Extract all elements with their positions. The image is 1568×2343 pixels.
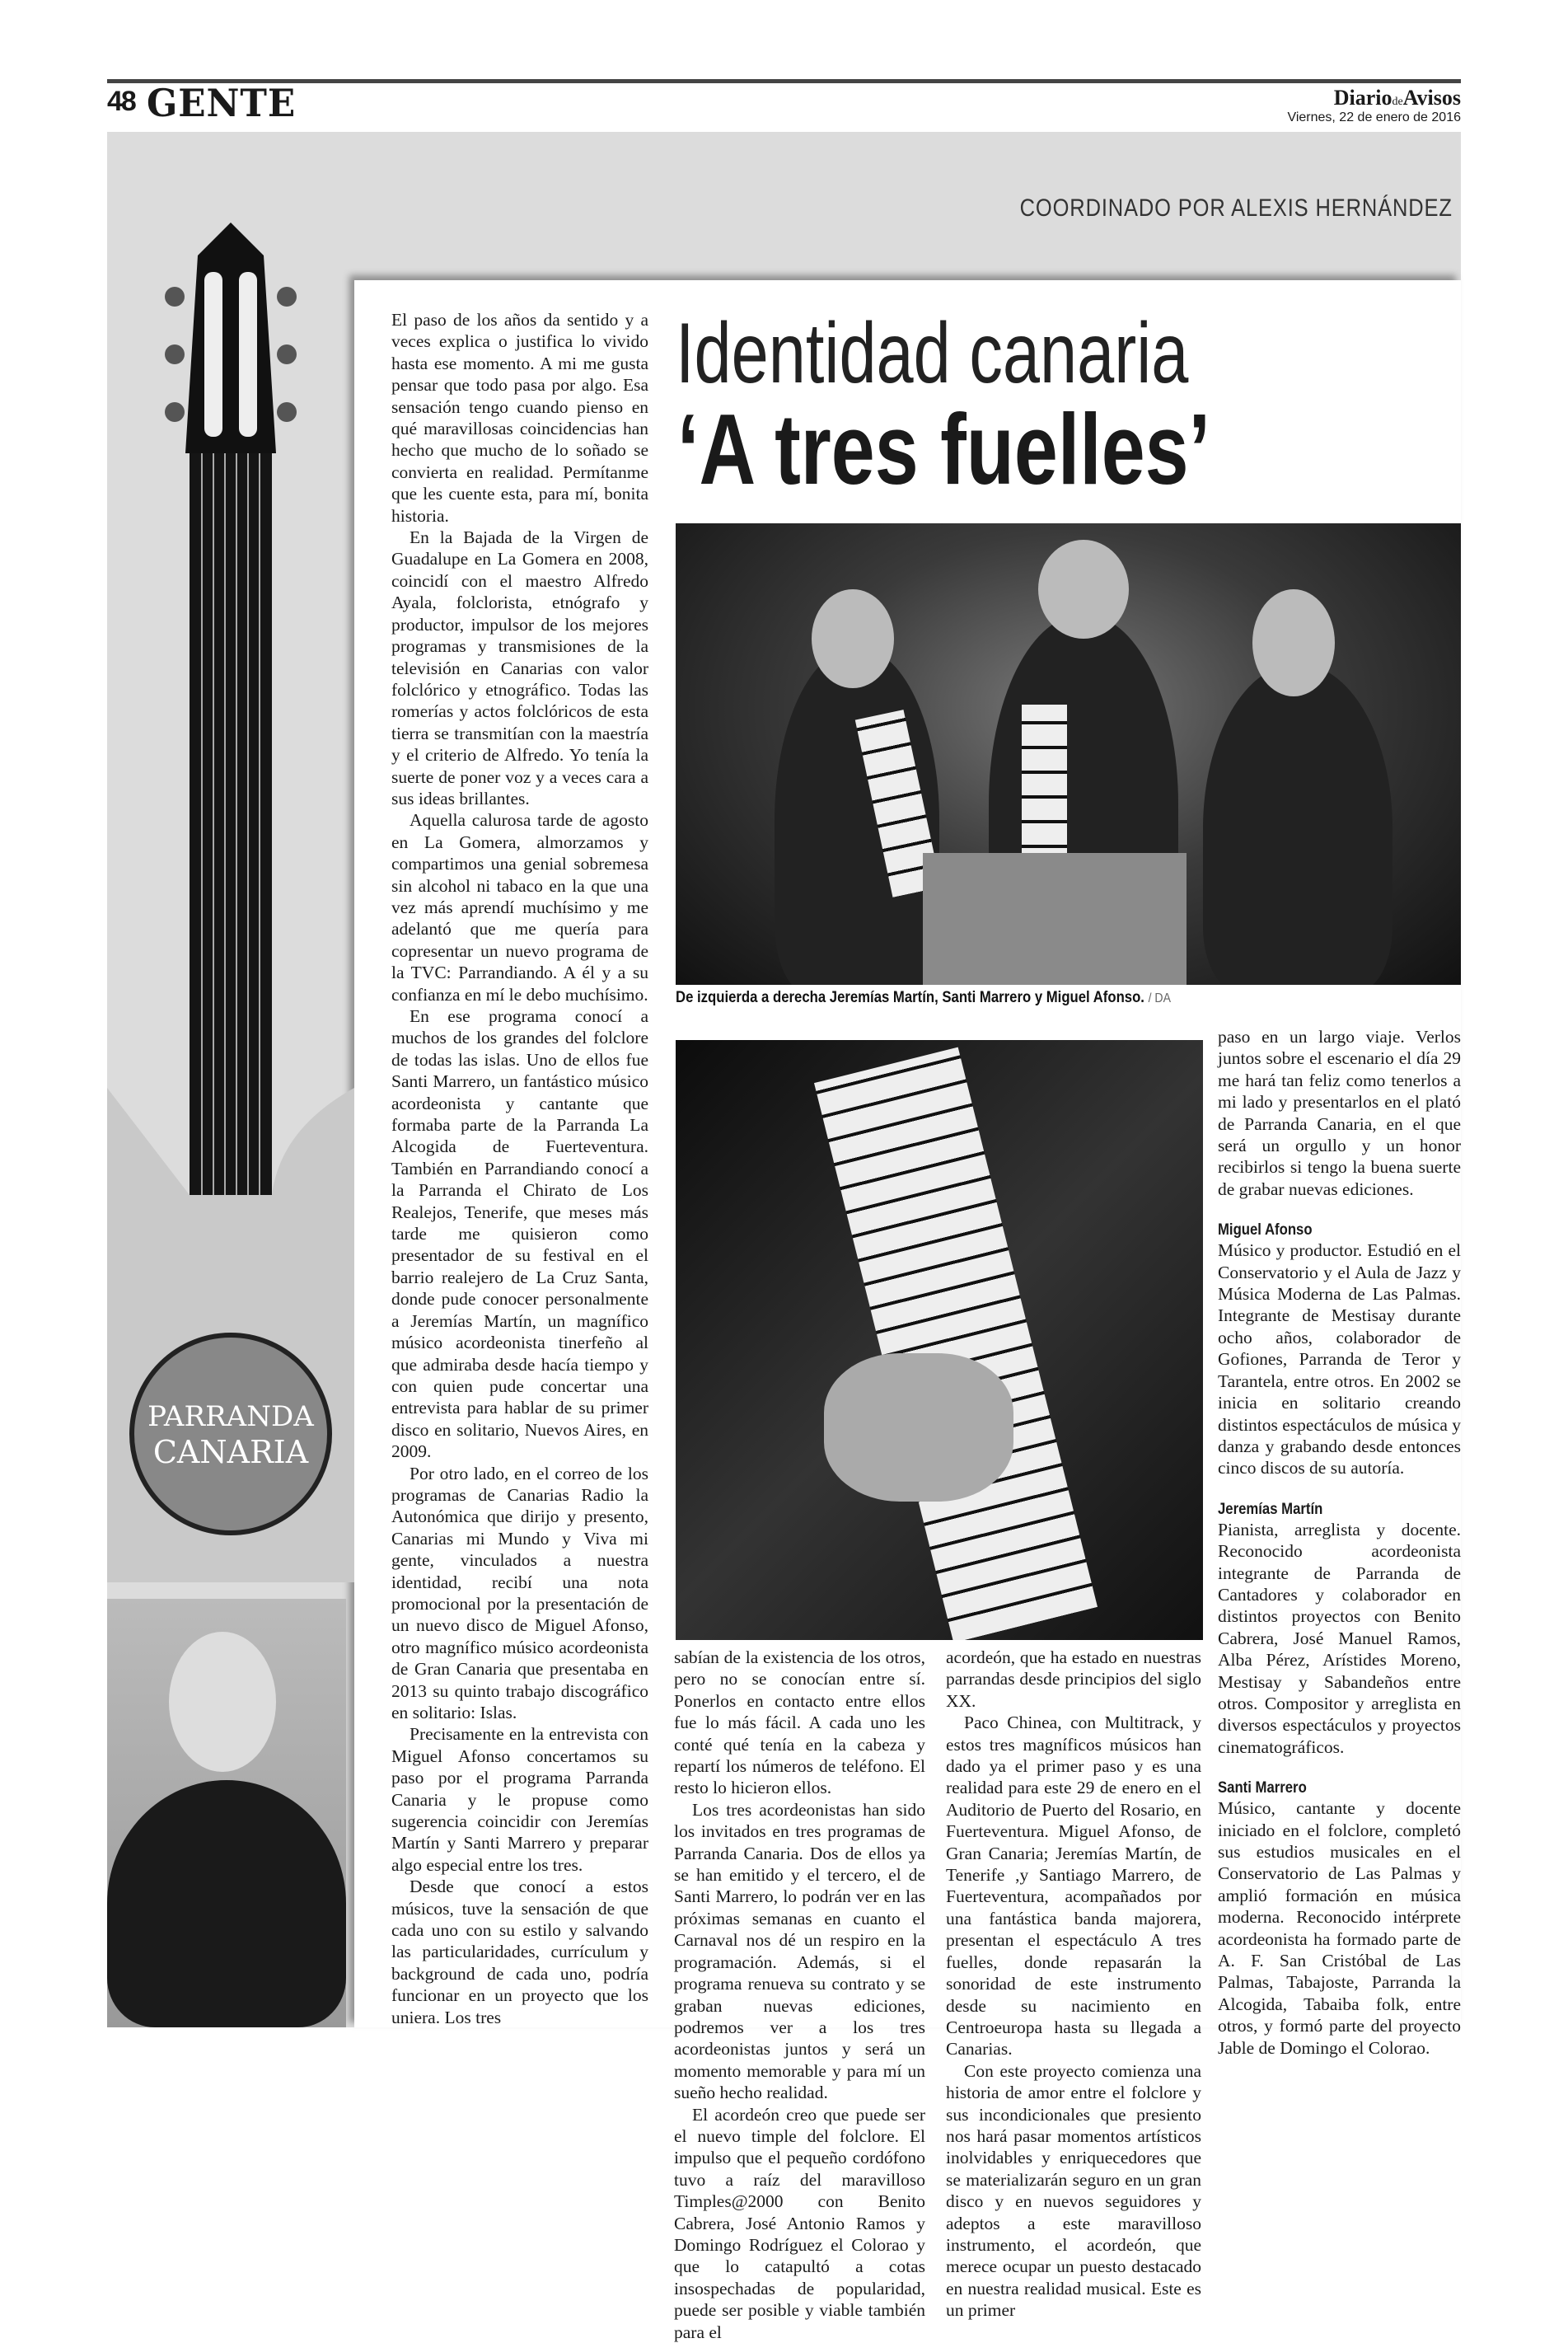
newspaper-name: [1334, 86, 1461, 110]
issue-date: Viernes, 22 de enero de 2016: [1287, 110, 1461, 124]
article-column-2: [674, 1647, 925, 2343]
newspaper-name-end: Avisos: [1402, 86, 1461, 110]
photo-caption: [676, 989, 1171, 1007]
article-column-4: [1218, 1026, 1461, 2059]
paragraph: acordeón, que ha estado en nuestras parrandas desde principios del siglo XX.: [946, 1647, 1201, 1711]
paragraph: Con este proyecto comienza una historia de amor entre el folclore y sus incondicionales que presiento nos hará pasar momentos artísticos inolvidables y enriquecedores que se materializarán seguro en un gran disco y en nuevos seguidores y adeptos a este maravilloso instrumento, el acordeón, que merece ocupar un puesto destacado en nuestra realidad musical. Este es un primer: [946, 2060, 1201, 2321]
bio-name: Santi Marrero: [1218, 1779, 1307, 1797]
paragraph: En ese programa conocí a muchos de los grandes del folclore de todas las islas. Uno de ellos fue Santi Marrero, un fantástico músico acordeonista y cantante que formaba parte de la Parranda La Alcogida de Fuerteventura. También en Parrandiando conocí a la Parranda el Chirato de Los Realejos, Tenerife, que meses más tarde me quisieron como presentador de su festival en el barrio realejero de La Cruz Santa, donde pude conocer personalmente a Jeremías Martín, un magnífico músico acordeonista tinerfeño al que admiraba desde hacía tiempo y con quien pude concertar una entrevista para hablar de su primer disco en solitario, Nuevos Aires, en 2009.: [391, 1006, 648, 1462]
accordion-photo: [676, 1040, 1203, 1640]
newspaper-name-main: Diario: [1333, 86, 1392, 110]
headline-kicker: Identidad canaria: [676, 306, 1189, 401]
musicians-photo: [676, 523, 1461, 985]
author-photo: [107, 1599, 346, 2027]
section-title: GENTE: [147, 81, 297, 125]
paragraph: Por otro lado, en el correo de los programas de Canarias Radio la Autonómica que dirijo y presento, Canarias mi Mundo y Viva mi gente, vinculados a nuestra identidad, recibí una nota promocional por la presentación de un nuevo disco de Miguel Afonso, otro magnífico músico acordeonista de Gran Canaria que presentaba en 2013 su quinto trabajo discográfico en solitario: Islas.: [391, 1463, 648, 1722]
paragraph: Precisamente en la entrevista con Miguel Afonso concertamos su paso por el programa Parranda Canaria y le propuse como sugerencia coincidir con Jeremías Martín y Santi Marrero y preparar algo especial entre los tres.: [391, 1724, 648, 1875]
bio-name: Miguel Afonso: [1218, 1221, 1313, 1239]
paragraph: Aquella calurosa tarde de agosto en La Gomera, almorzamos y compartimos una genial sobremesa sin alcohol ni tabaco en la que una vez más aprendí muchísimo y me adelantó que me quería para copresentar un nuevo programa de la TVC: Parrandiando. A él y a su confianza en mí le debo muchísimo.: [391, 810, 648, 1005]
paragraph: Paco Chinea, con Multitrack, y estos tres magníficos músicos han dado ya el primer paso y es una realidad para este 29 de enero en el Auditorio de Puerto del Rosario, en Fuerteventura. Miguel Afonso, de Gran Canaria; Jeremías Martín, de Tenerife ,y Santiago Marrero, de Fuerteventura, acompañados por una fantástica banda majorera, presentan el espectáculo A tres fuelles, donde repasarán la sonoridad de este instrumento desde su nacimiento en Centroeuropa hasta su llegada a Canarias.: [946, 1713, 1201, 2059]
svg-text:PARRANDA: PARRANDA: [147, 1400, 314, 1433]
bio-text: Pianista, arreglista y docente. Reconocido acordeonista integrante de Parranda de Cantadores y colaborador en distintos proyectos con Benito Cabrera, José Manuel Ramos, Alba Pérez, Arístides Moreno, Mestisay y Sabandeños entre otros. Compositor y arreglista en diversos espectáculos y proyectos cinematográficos.: [1218, 1519, 1461, 1757]
bio-name: Jeremías Martín: [1218, 1500, 1323, 1518]
coordinator-credit: COORDINADO POR ALEXIS HERNÁNDEZ: [1019, 194, 1453, 222]
newspaper-name-de: de: [1392, 96, 1403, 108]
svg-text:CANARIA: CANARIA: [152, 1434, 309, 1470]
bio-text: Músico y productor. Estudió en el Conservatorio y el Aula de Jazz y Música Moderna de Las Palmas. Integrante de Mestisay durante ocho años, colaborador de Gofiones, Parranda de Teror y Tarantela, entre otros. En 2002 se inicia en solitario creando distintos espectáculos de música y danza y grabando desde entonces cinco discos de su autoría.: [1218, 1240, 1461, 1478]
paragraph: El acordeón creo que puede ser el nuevo timple del folclore. El impulso que el pequeño cordófono tuvo a raíz del maravilloso Timples@2000 con Benito Cabrera, José Antonio Ramos y Domingo Rodríguez el Colorao y que lo catapultó a cotas insospechadas de popularidad, puede ser posible y viable también para el: [674, 2104, 925, 2342]
photo-credit: / DA: [1148, 991, 1171, 1005]
paragraph: Los tres acordeonistas han sido los invitados en tres programas de Parranda Canaria. Dos de ellos ya se han emitido y el tercero, el de Santi Marrero, lo podrán ver en las próximas semanas en cuanto el Carnaval nos dé un respiro en la programación. Además, si el programa renueva su contrato y se graban nuevas ediciones, podremos ver a los tres acordeonistas juntos y será un momento memorable y para mí un sueño hecho realidad.: [674, 1799, 925, 2103]
bio-text: Músico, cantante y docente iniciado en el folclore, completó sus estudios musicales en el Conservatorio de Las Palmas y amplió formación en música moderna. Reconocido intérprete acordeonista ha formado parte de A. F. San Cristóbal de Las Palmas, Tabajoste, Parranda la Alcogida, Tabaiba folk, entre otros, y formó parte del proyecto Jable de Domingo el Colorao.: [1218, 1798, 1461, 2058]
paragraph: En la Bajada de la Virgen de Guadalupe en La Gomera en 2008, coincidí con el maestro Alfredo Ayala, folclorista, etnógrafo y productor, impulsor de los mejores programas y transmisiones de la televisión en Canarias con valor folclórico y etnográfico. Todas las romerías y actos folclóricos de esta tierra se transmitían con la maestría y el criterio de Alfredo. Yo tenía la suerte de poner voz y a veces cara a sus ideas brillantes.: [391, 527, 648, 808]
page-number: 48: [107, 86, 135, 117]
caption-text: De izquierda a derecha Jeremías Martín, Santi Marrero y Miguel Afonso.: [676, 989, 1144, 1006]
paragraph: Desde que conocí a estos músicos, tuve la sensación de que cada uno con su estilo y salvando las particularidades, currículum y background de cada uno, podría funcionar en un proyecto que los uniera. Los tres: [391, 1877, 648, 2027]
article-column-3: [946, 1647, 1201, 2322]
headline-title: ‘A tres fuelles’: [677, 393, 1210, 505]
paragraph: El paso de los años da sentido y a veces explica o justifica lo vivido hasta ese momento. A mi me gusta pensar que todo pasa por algo. Esa sensación tengo cuando pienso en qué maravillosas coincidencias han hecho que mucho de lo soñado se convierta en realidad. Permítanme que les cuente esta, para mí, bonita historia.: [391, 310, 648, 526]
article-column-1: [391, 309, 648, 2028]
paragraph: paso en un largo viaje. Verlos juntos sobre el escenario el día 29 me hará tan feliz como tenerlos a mi lado y presentarlos en el plató de Parranda Canaria, en el que será un orgullo y un honor recibirlos si tengo la buena suerte de grabar nuevas ediciones.: [1218, 1027, 1461, 1199]
header-rule: [107, 79, 1461, 83]
paragraph: sabían de la existencia de los otros, pero no se conocían entre sí. Ponerlos en contacto entre ellos fue lo más fácil. A cada uno les conté qué tenía en la cabeza y repartí los números de teléfono. El resto lo hicieron ellos.: [674, 1647, 925, 1798]
guitar-illustration: [107, 223, 354, 1582]
